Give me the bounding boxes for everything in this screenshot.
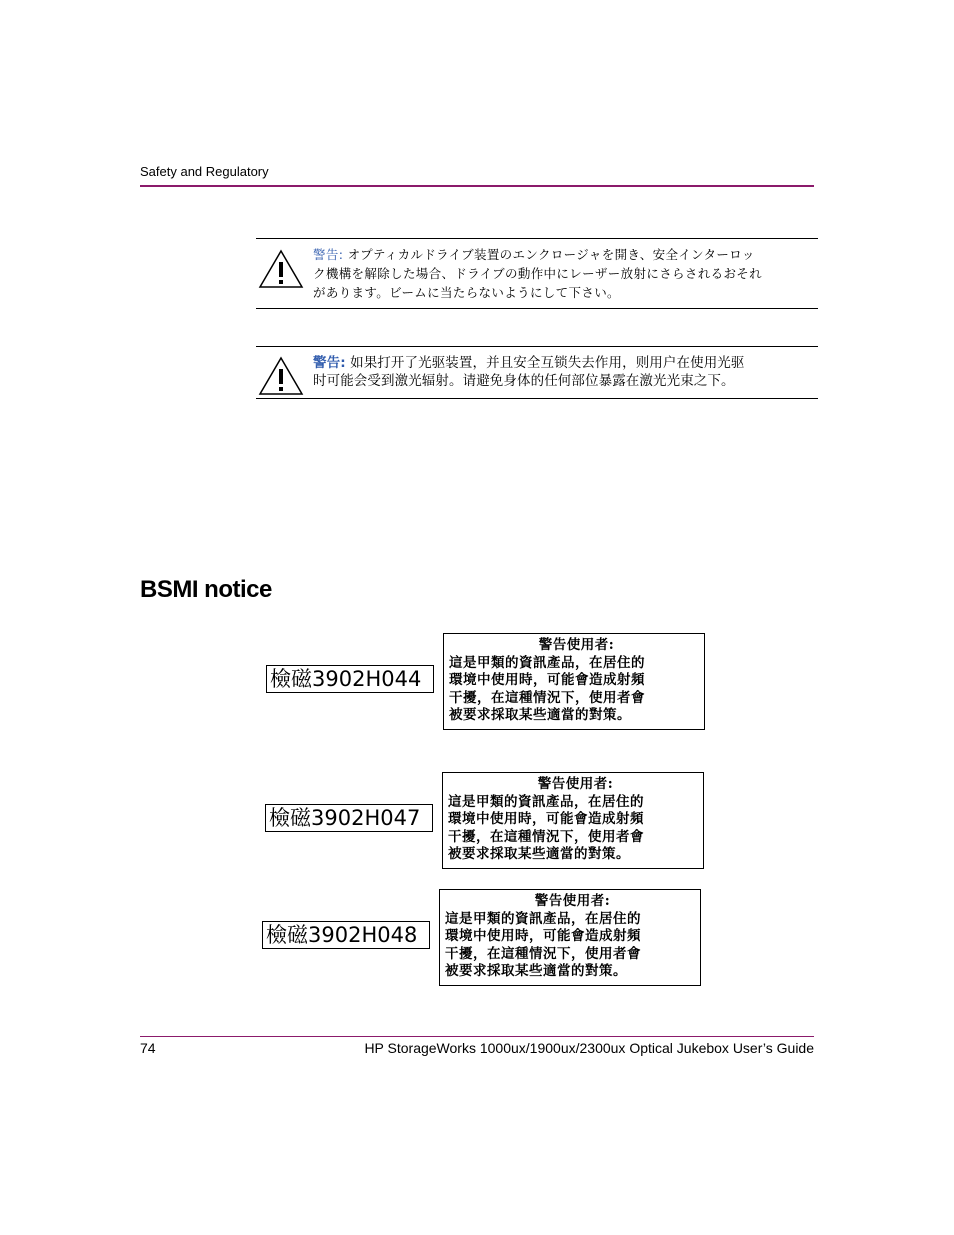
- section-title: BSMI notice: [140, 576, 272, 603]
- warning-triangle-icon: [258, 248, 304, 290]
- notice-line: 環境中使用時，可能會造成射頻: [448, 811, 644, 827]
- running-header: Safety and Regulatory: [140, 164, 269, 179]
- warning-line: があります。ビームに当たらないようにして下さい。: [313, 285, 620, 300]
- warning-line: 时可能会受到激光辐射。请避免身体的任何部位暴露在激光光束之下。: [313, 373, 735, 389]
- bsmi-id-label: 檢磁3902H047: [265, 804, 433, 832]
- notice-line: 被要求採取某些適當的對策。: [449, 707, 631, 723]
- notice-title: 警告使用者:: [534, 893, 611, 909]
- notice-line: 干擾，在這種情況下，使用者會: [449, 689, 645, 706]
- warning-chinese: [256, 346, 818, 399]
- warning-triangle-icon: [258, 355, 304, 397]
- notice-line: 干擾，在這種情況下，使用者會: [448, 828, 644, 845]
- warning-line: オプティカルドライブ装置のエンクロージャを開き、安全インターロッ: [347, 247, 755, 262]
- warning-text: [313, 245, 818, 302]
- notice-line: 這是甲類的資訊產品，在居住的: [448, 793, 644, 810]
- notice-line: 干擾，在這種情況下，使用者會: [445, 945, 641, 962]
- page-number: 74: [140, 1040, 156, 1056]
- notice-line: 環境中使用時，可能會造成射頻: [445, 928, 641, 944]
- bsmi-id-label: 檢磁3902H044: [266, 665, 434, 693]
- bsmi-notice-box: [439, 889, 701, 986]
- header-rule: [140, 185, 814, 187]
- warning-label: 警告:: [313, 355, 346, 371]
- document-title: HP StorageWorks 1000ux/1900ux/2300ux Optical Jukebox User’s Guide: [364, 1040, 814, 1056]
- bsmi-notice-box: [443, 633, 705, 730]
- bsmi-id-label: 檢磁3902H048: [262, 921, 430, 949]
- notice-title: 警告使用者:: [537, 776, 614, 792]
- footer-rule: [140, 1036, 814, 1037]
- notice-line: 這是甲類的資訊產品，在居住的: [445, 910, 641, 927]
- notice-title: 警告使用者:: [538, 637, 615, 653]
- warning-japanese: [256, 238, 818, 309]
- warning-line: ク機構を解除した場合、ドライブの動作中にレーザー放射にさらされるおそれ: [313, 266, 763, 281]
- notice-line: 這是甲類的資訊產品，在居住的: [449, 654, 645, 671]
- warning-line: 如果打开了光驱装置，并且安全互锁失去作用，则用户在使用光驱: [350, 355, 745, 371]
- bsmi-notice-box: [442, 772, 704, 869]
- warning-label: 警告:: [313, 247, 344, 262]
- notice-line: 被要求採取某些適當的對策。: [448, 846, 630, 862]
- warning-text: [313, 354, 818, 390]
- notice-line: 環境中使用時，可能會造成射頻: [449, 672, 645, 688]
- notice-line: 被要求採取某些適當的對策。: [445, 963, 627, 979]
